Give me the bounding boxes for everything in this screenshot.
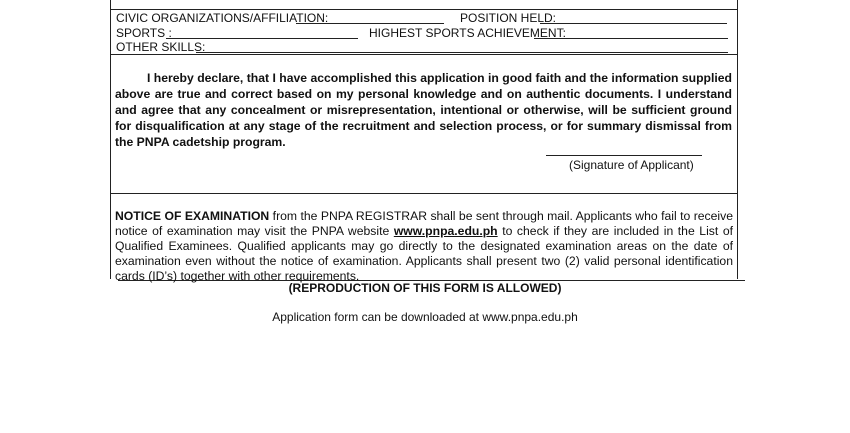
other-skills-label: OTHER SKILLS: <box>116 40 206 54</box>
declaration-text: I hereby declare, that I have accomplished this application in good faith and the information supplied above are true and correct based on my personal knowledge and on authentic documents. I understand and agree that any concealment or misrepresentation, intentional or otherwise, will be sufficient ground for disqualification at any stage of the recruitment and selection process, or for summary dismissal from the PNPA cadetship program. <box>115 71 732 149</box>
form-border-left <box>110 0 111 279</box>
sports-field[interactable] <box>166 26 358 39</box>
position-held-label: POSITION HELD: <box>460 11 557 25</box>
form-divider-skills <box>110 54 738 55</box>
highest-sports-achievement-field[interactable] <box>534 26 728 39</box>
download-notice: Application form can be downloaded at www.pnpa.edu.ph <box>272 310 578 324</box>
civic-organizations-label: CIVIC ORGANIZATIONS/AFFILIATION: <box>116 11 329 25</box>
signature-label: (Signature of Applicant) <box>569 158 694 172</box>
pnpa-website-link[interactable]: www.pnpa.edu.ph <box>393 224 498 238</box>
signature-line[interactable] <box>546 155 702 156</box>
form-divider-declaration <box>110 193 738 194</box>
civic-organizations-field[interactable] <box>296 11 444 24</box>
highest-sports-achievement-label: HIGHEST SPORTS ACHIEVEMENT: <box>369 26 566 40</box>
form-divider-top <box>110 9 738 10</box>
notice-heading: NOTICE OF EXAMINATION <box>115 209 270 223</box>
other-skills-field[interactable] <box>196 40 728 53</box>
sports-label: SPORTS : <box>116 26 172 40</box>
form-border-right <box>737 0 738 279</box>
notice-of-examination <box>115 209 733 284</box>
notice-text-part1: from the PNPA REGISTRAR shall be sent through mail. Applicants who fail to receive notice of examination may visit the PNPA website <box>115 209 733 238</box>
reproduction-notice: (REPRODUCTION OF THIS FORM IS ALLOWED) <box>288 281 562 295</box>
notice-text-part2: to check if they are included in the List of Qualified Examinees. Qualified applicants may go directly to the designated examination areas on the date of examination even without the notice of examination. Applicants shall present two (2) valid personal identification cards (ID’s) together with other requirements. <box>115 224 733 283</box>
declaration-paragraph <box>115 70 732 150</box>
position-held-field[interactable] <box>540 11 727 24</box>
